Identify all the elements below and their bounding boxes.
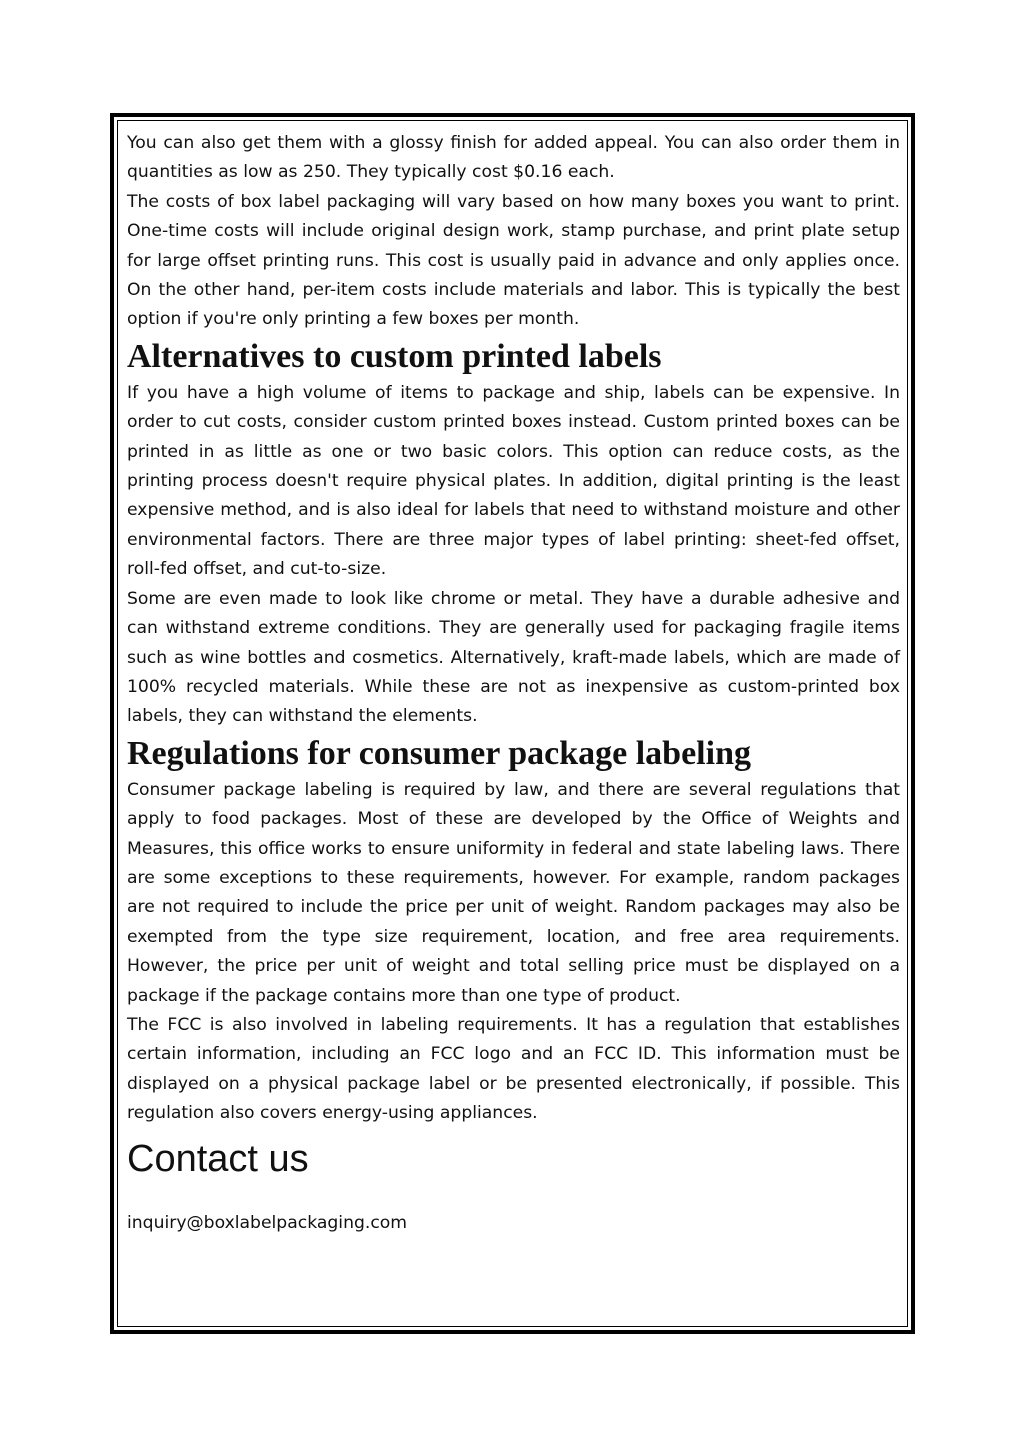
regulations-paragraph-1: Consumer package labeling is required by law, and there are several regulations that apply to food packages. Most of these are developed by the Office of Weights and Measures, this office works to ensure uniformity in federal and state labeling laws. There are some exceptions to these requirements, however. For example, random packages are not required to include the price per unit of weight. Random packages may also be exempted from the type size requirement, location, and free area requirements. However, the price per unit of weight and total selling price must be displayed on a package if the package contains more than one type of product. [127,779,900,1006]
intro-paragraph-2: The costs of box label packaging will vary based on how many boxes you want to print. One-time costs will include original design work, stamp purchase, and print plate setup for large offset printing runs. This cost is usually paid in advance and only applies once. On the other hand, per-item costs include materials and labor. This is typically the best option if you're only printing a few boxes per month. [127,191,900,330]
content-area [117,120,908,1327]
alternatives-heading: Alternatives to custom printed labels [127,337,662,375]
regulations-paragraph-2: The FCC is also involved in labeling requirements. It has a regulation that establishes certain information, including an FCC logo and an FCC ID. This information must be displayed on a physical package label or be presented electronically, if possible. This regulation also covers energy-using appliances. [127,1014,900,1124]
contact-heading: Contact us [127,1137,309,1180]
contact-spacer [127,1189,900,1209]
intro-paragraph-1: You can also get them with a glossy finish for added appeal. You can also order them in quantities as low as 250. They typically cost $0.16 each. [127,133,900,183]
page-frame [110,113,915,1334]
alternatives-paragraph-1: If you have a high volume of items to package and ship, labels can be expensive. In order to cut costs, consider custom printed boxes instead. Custom printed boxes can be printed in as little as one or two basic colors. This option can reduce costs, as the printing process doesn't require physical plates. In addition, digital printing is the least expensive method, and is also ideal for labels that need to withstand moisture and other environmental factors. There are three major types of label printing: sheet-fed offset, roll-fed offset, and cut-to-size. [127,382,900,580]
regulations-heading: Regulations for consumer package labeling [127,734,751,772]
contact-email[interactable]: inquiry@boxlabelpackaging.com [127,1212,408,1233]
alternatives-paragraph-2: Some are even made to look like chrome or metal. They have a durable adhesive and can withstand extreme conditions. They are generally used for packaging fragile items such as wine bottles and cosmetics. Alternatively, kraft-made labels, which are made of 100% recycled materials. While these are not as inexpensive as custom-printed box labels, they can withstand the elements. [127,588,900,727]
